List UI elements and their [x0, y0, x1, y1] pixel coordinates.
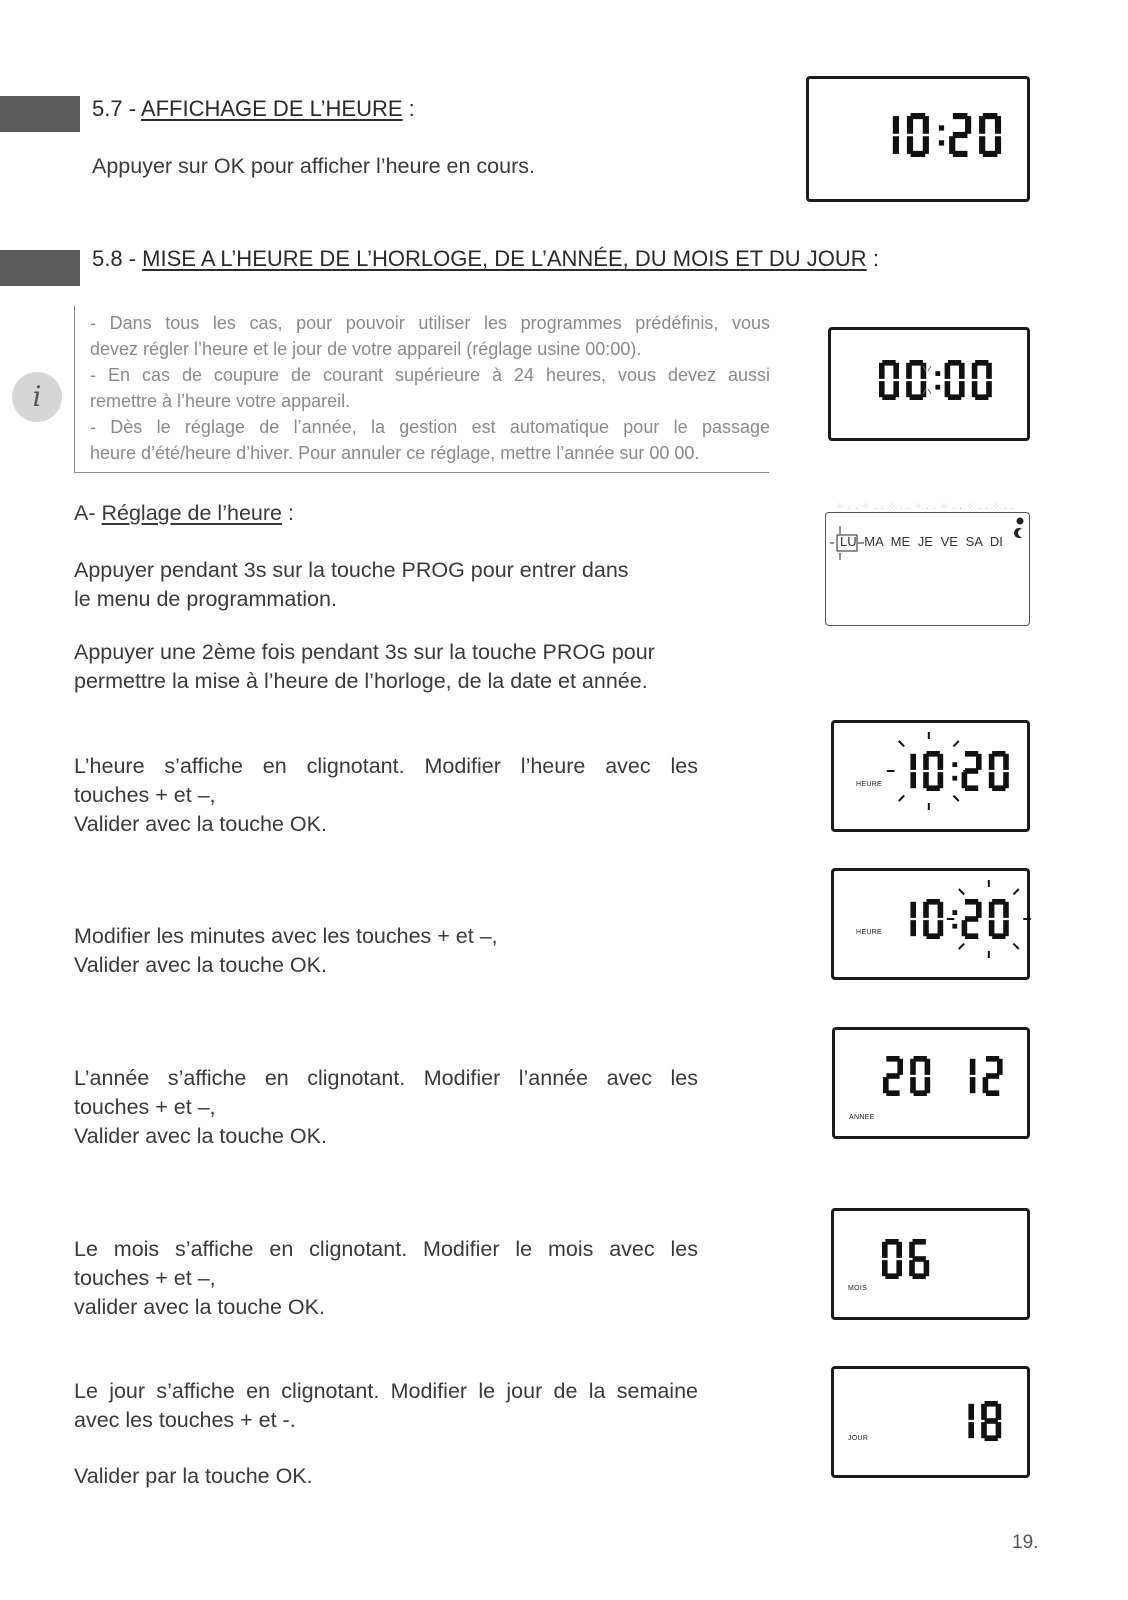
weekday-ma: MA	[864, 534, 884, 549]
lcd-segment	[882, 1260, 888, 1276]
info-icon: i	[12, 372, 62, 422]
lcd-segment	[981, 1422, 987, 1438]
lcd-segment	[939, 140, 944, 145]
lcd-segment	[989, 772, 995, 788]
weekday-me: ME	[890, 534, 911, 549]
lcd-display-hour	[831, 720, 1030, 832]
text-line: Le jour s’affiche en clignotant. Modifier le jour de la semaine	[74, 1379, 698, 1403]
lcd-segment	[938, 754, 944, 770]
lcd-segment	[968, 1404, 974, 1420]
lcd-segment	[938, 902, 944, 918]
lcd-label: HEURE	[856, 781, 883, 788]
lcd-segment	[923, 754, 929, 770]
text-line: L’heure s’affiche en clignotant. Modifier l’heure avec les	[74, 754, 698, 778]
lcd-segment	[959, 363, 965, 379]
lcd-segment	[938, 920, 944, 936]
lcd-segment	[989, 920, 995, 936]
lcd-segment	[962, 772, 968, 788]
lcd-segment	[923, 136, 929, 154]
lcd-segment	[968, 1422, 974, 1438]
lcd-segment	[893, 116, 899, 134]
lcd-segment	[906, 363, 912, 379]
lcd-segment	[897, 1059, 903, 1075]
text-line: le menu de programmation.	[74, 587, 337, 611]
text-line: touches + et –,	[74, 783, 216, 807]
lcd-segment	[970, 1077, 976, 1093]
lcd-segment	[952, 776, 957, 781]
lcd-segment	[952, 910, 957, 915]
lcd-segment	[896, 1242, 902, 1258]
lcd-label: JOUR	[848, 1435, 869, 1442]
lcd-display-day	[831, 1366, 1030, 1478]
text-line: Appuyer pendant 3s sur la touche PROG pour entrer dans	[74, 558, 629, 582]
lcd-segment	[996, 1422, 1002, 1438]
lcd-segment	[883, 1077, 889, 1093]
lcd-segment	[925, 1059, 931, 1075]
lcd-segment	[893, 363, 899, 379]
lcd-segment	[995, 116, 1001, 134]
text-line: L’année s’affiche en clignotant. Modifier l’année avec les	[74, 1066, 698, 1090]
lcd-label: MOIS	[848, 1285, 868, 1292]
lcd-segment	[989, 754, 995, 770]
lcd-segment	[910, 772, 916, 788]
text-line: Valider avec la touche OK.	[74, 812, 327, 836]
step-a-paragraph-2	[74, 638, 734, 696]
text-line: Modifier les minutes avec les touches + et –,	[74, 924, 498, 948]
lcd-segment	[989, 902, 995, 918]
lcd-segment	[923, 772, 929, 788]
lcd-segment	[910, 920, 916, 936]
lcd-segment	[997, 1059, 1003, 1075]
lcd-segment	[945, 363, 951, 379]
lcd-segment	[945, 381, 951, 397]
lcd-segment	[970, 1059, 976, 1075]
lcd-segment	[952, 762, 957, 767]
lcd-segment	[907, 116, 913, 134]
lcd-segment	[879, 381, 885, 397]
lcd-segment	[910, 754, 916, 770]
lcd-segment	[1003, 754, 1009, 770]
step-a-paragraph-1	[74, 556, 714, 614]
text-line: Appuyer une 2ème fois pendant 3s sur la touche PROG pour	[74, 640, 655, 664]
lcd-segment	[935, 385, 940, 390]
info-line: - Dès le réglage de l’année, la gestion est automatique pour le passage	[90, 417, 770, 437]
lcd-segment	[972, 381, 978, 397]
weekday-ve: VE	[940, 534, 958, 549]
lcd-segment	[1003, 920, 1009, 936]
lcd-display-minutes	[831, 868, 1030, 980]
lcd-segment	[972, 363, 978, 379]
lcd-segment	[949, 136, 955, 154]
lcd-segment	[923, 902, 929, 918]
text-line: valider avec la touche OK.	[74, 1295, 325, 1319]
lcd-segment	[923, 116, 929, 134]
lcd-segment	[910, 1077, 916, 1093]
section-marker-bar	[0, 250, 80, 286]
step-month-text	[74, 1235, 698, 1322]
blink-indicator-icon	[887, 732, 971, 810]
step-hour-text	[74, 752, 698, 839]
section-marker-bar	[0, 96, 80, 132]
step-day-validate: Valider par la touche OK.	[74, 1464, 313, 1488]
lcd-segment	[910, 902, 916, 918]
lcd-segment	[995, 136, 1001, 154]
page-number: 19.	[1012, 1532, 1039, 1553]
lcd-label: ANNEE	[849, 1114, 875, 1121]
info-line: devez régler l’heure et le jour de votre appareil (réglage usine 00:00).	[90, 339, 642, 359]
blink-indicator-icon	[947, 880, 1031, 958]
weekday-row	[840, 534, 1003, 549]
text-line: touches + et –,	[74, 1266, 216, 1290]
text-line: touches + et –,	[74, 1095, 216, 1119]
lcd-segment	[896, 1260, 902, 1276]
lcd-segment	[909, 1260, 915, 1276]
text-line: Valider avec la touche OK.	[74, 1124, 327, 1148]
lcd-segment	[952, 924, 957, 929]
info-line: remettre à l’heure votre appareil.	[90, 391, 351, 411]
lcd-segment	[879, 363, 885, 379]
section-5-7-text: Appuyer sur OK pour afficher l’heure en cours.	[92, 154, 535, 178]
lcd-segment	[986, 363, 992, 379]
lcd-segment	[907, 136, 913, 154]
day-dots-row: ⁘ . . ⁘ . . ⁘ . . ⁘ . . ⁘ . . ⁘ . . ⁘ . .	[836, 501, 1015, 511]
lcd-segment	[906, 381, 912, 397]
text-line: Le mois s’affiche en clignotant. Modifier le mois avec les	[74, 1237, 698, 1261]
section-5-8-heading: 5.8 - MISE A L’HEURE DE L’HORLOGE, DE L’ANNÉE, DU MOIS ET DU JOUR :	[92, 246, 879, 271]
text-line: permettre la mise à l’heure de l’horloge, de la date et année.	[74, 669, 648, 693]
lcd-segment	[996, 1404, 1002, 1420]
lcd-display-month	[831, 1208, 1030, 1320]
weekday-je: JE	[917, 534, 933, 549]
lcd-segment	[924, 1260, 930, 1276]
info-line: - En cas de coupure de courant supérieure à 24 heures, vous devez aussi	[90, 365, 770, 385]
weekday-sa: SA	[965, 534, 983, 549]
lcd-segment	[882, 1242, 888, 1258]
lcd-segment	[935, 371, 940, 376]
lcd-display-factory	[828, 327, 1030, 441]
lcd-label: HEURE	[856, 929, 883, 936]
sun-moon-icon	[826, 513, 1031, 627]
lcd-segment	[923, 920, 929, 936]
lcd-segment	[979, 136, 985, 154]
lcd-segment	[893, 136, 899, 154]
lcd-segment	[959, 381, 965, 397]
lcd-segment	[965, 116, 971, 134]
lcd-segment	[976, 754, 982, 770]
lcd-segment	[939, 125, 944, 130]
lcd-segment	[925, 1077, 931, 1093]
lcd-segment	[910, 1059, 916, 1075]
lcd-segment	[938, 772, 944, 788]
lcd-display-year	[832, 1027, 1030, 1139]
lcd-display-clock	[806, 76, 1030, 202]
step-day-text	[74, 1377, 698, 1435]
lcd-segment	[893, 381, 899, 397]
lcd-segment	[983, 1077, 989, 1093]
text-line: Valider avec la touche OK.	[74, 953, 327, 977]
info-line: - Dans tous les cas, pour pouvoir utiliser les programmes prédéfinis, vous	[90, 313, 770, 333]
lcd-segment	[979, 116, 985, 134]
step-a-heading: A- Réglage de l’heure :	[74, 501, 294, 525]
lcd-display-days	[825, 501, 1030, 626]
section-5-7-heading: 5.7 - AFFICHAGE DE L’HEURE :	[92, 96, 415, 121]
weekday-lu: LU	[840, 534, 857, 549]
lcd-segment	[981, 1404, 987, 1420]
lcd-segment	[1003, 772, 1009, 788]
lcd-segment	[1003, 902, 1009, 918]
info-line: heure d’été/heure d’hiver. Pour annuler ce réglage, mettre l’année sur 00 00.	[90, 443, 700, 463]
step-year-text	[74, 1064, 698, 1151]
weekday-di: DI	[989, 534, 1003, 549]
lcd-segment	[909, 1242, 915, 1258]
info-note-text	[90, 310, 770, 466]
text-line: avec les touches + et -.	[74, 1408, 296, 1432]
lcd-segment	[976, 902, 982, 918]
lcd-segment	[986, 381, 992, 397]
step-minutes-text	[74, 922, 698, 980]
lcd-segment	[962, 920, 968, 936]
